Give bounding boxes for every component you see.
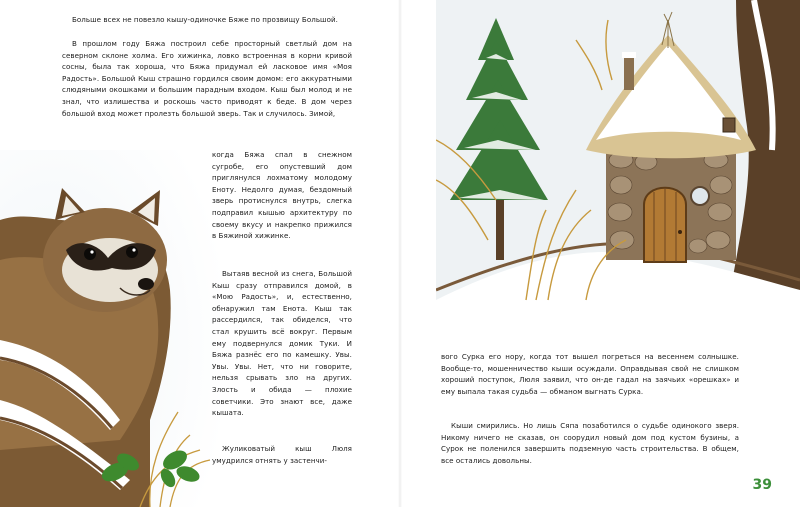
paragraph-4: Вытаяв весной из снега, Большой Кыш сразу отправился домой, в «Мою Радость», и, естественно, обнаружил там Енота. Кыш так рассердился, так обиделся, что стал крушить всё вокруг. Первым ему подвернулся домик Туки. И Бяжа разнёс его по камешку. Увы. Увы. Увы. Нет, что ни говорите, нельзя срывать зло на других. Злость и обида — плохие советчики. Это знают все, даже кышата.	[212, 269, 352, 418]
paragraph-7: Кыши смирились. Но лишь Сяпа позаботился о судьбе одинокого зверя. Никому ничего не сказав, он соорудил новый дом под кустом бузины, а Сурок не поленился завершить подземную часть строительства. В общем, все остались довольны.	[441, 421, 739, 465]
paragraph-3: когда Бяжа спал в снежном сугробе, его опустевший дом приглянулся лохматому молодому Еноту. Недолго думая, бездомный зверь протиснулся внутрь, слегка подправил кышью архитектуру по своему вкусу и накрепко прижился в Бяжиной хижинке.	[212, 150, 352, 241]
book-gutter	[398, 0, 402, 507]
raccoon-illustration	[0, 150, 220, 507]
paragraph-1: Больше всех не повезло кышу-одиночке Бяже по прозвищу Большой.	[72, 15, 338, 24]
paragraph-2: В прошлом году Бяжа построил себе просторный светлый дом на северном склоне холма. Его хижинка, ловко встроенная в корни кривой сосны, была так хороша, что Бяжа придумал ей ласковое имя «Моя Радость». Большой Кыш страшно гордился своим домом: его аккуратными слюдяными окошками и большим парадным входом. Кыш был молод и не знал, что излишества и роскошь часто приводят к беде. В дом через большой вход может пролезть большой зверь. Так и случилось. Зимой,	[62, 39, 352, 118]
paragraph-6: вого Сурка его нору, когда тот вышел погреться на весеннем солнышке. Вообще-то, мошенничество кыши осуждали. Оправдывая свой не слишком хороший поступок, Люля заявил, что он-де гадал на заячьих «орешках» и ему выпала такая судьба — обманом выгнать Сурка.	[441, 352, 739, 396]
page-number: 39	[752, 477, 772, 493]
paragraph-5: Жуликоватый кыш Люля умудрился отнять у застенчи-	[212, 444, 352, 465]
hut-illustration	[436, 0, 800, 318]
